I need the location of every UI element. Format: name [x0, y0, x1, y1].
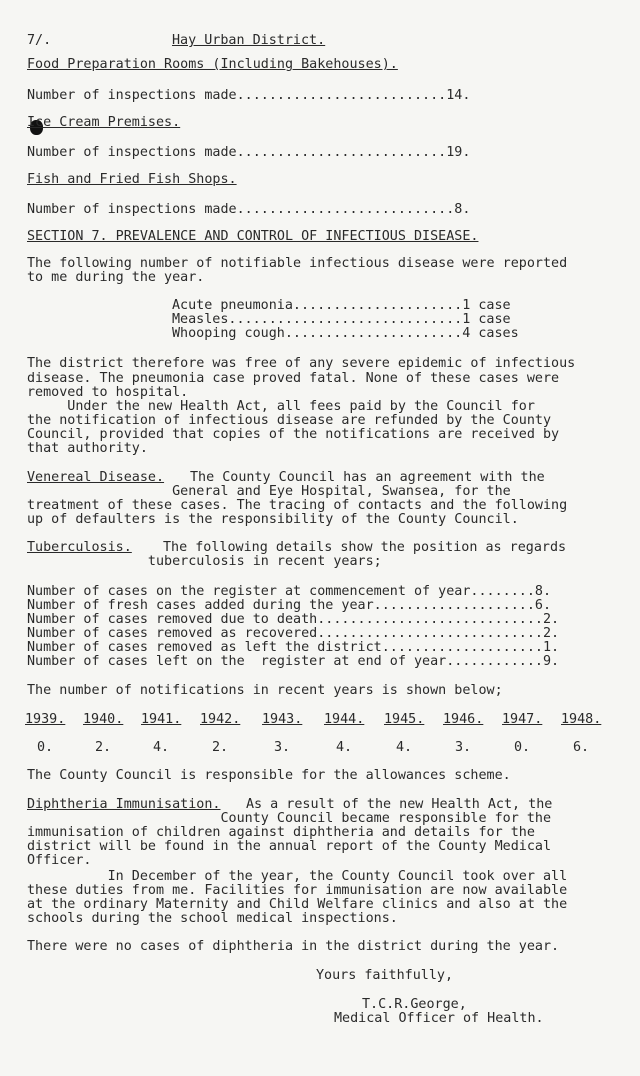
venereal-line: General and Eye Hospital, Swansea, for the: [27, 484, 511, 499]
para1-line: disease. The pneumonia case proved fatal. None of these cases were: [27, 371, 560, 386]
year-count: 4.: [335, 740, 353, 755]
year-count: 4.: [395, 740, 413, 755]
allowance-line: The County Council is responsible for the allowances scheme.: [27, 768, 511, 783]
case-row: Acute pneumonia.....................1 case: [172, 298, 511, 313]
year-count: 2.: [94, 740, 112, 755]
case-row: Whooping cough......................4 cases: [172, 326, 519, 341]
year-header: 1941.: [141, 712, 182, 727]
para2-line: Under the new Health Act, all fees paid by the Council for: [27, 399, 535, 414]
year-header: 1942.: [200, 712, 241, 727]
signatory-name: T.C.R.George,: [362, 997, 467, 1012]
para2-line: Council, provided that copies of the notifications are received by: [27, 427, 560, 442]
year-header: 1940.: [83, 712, 124, 727]
venereal-line: up of defaulters is the responsibility of the County Council.: [27, 512, 519, 527]
year-count: 2.: [211, 740, 229, 755]
notifications-intro: The number of notifications in recent years is shown below;: [27, 683, 503, 698]
year-count: 3.: [273, 740, 291, 755]
tb-intro: The following details show the position as regards: [163, 540, 567, 555]
section7-intro-1: The following number of notifiable infectious disease were reported: [27, 256, 568, 271]
fish-inspections: Number of inspections made...........................8.: [27, 202, 471, 217]
para1-line: The district therefore was free of any severe epidemic of infectious: [27, 356, 576, 371]
year-count: 3.: [454, 740, 472, 755]
page-number: 7/.: [27, 33, 52, 48]
tb-row: Number of cases removed as recovered............................2.: [27, 626, 560, 641]
diphtheria-line: immunisation of children against diphtheria and details for the: [27, 825, 535, 840]
year-count: 6.: [572, 740, 590, 755]
ice-cream-inspections: Number of inspections made..........................19.: [27, 145, 471, 160]
fish-heading: Fish and Fried Fish Shops.: [27, 172, 237, 187]
diphtheria-line: Officer.: [27, 853, 92, 868]
tb-row: Number of fresh cases added during the year....................6.: [27, 598, 552, 613]
para2-line: the notification of infectious disease are refunded by the County: [27, 413, 552, 428]
district-title: Hay Urban District.: [172, 33, 326, 48]
tb-row: Number of cases removed due to death............................2.: [27, 612, 560, 627]
para2-line: that authority.: [27, 441, 148, 456]
year-header: 1947.: [502, 712, 543, 727]
diphtheria-line: County Council became responsible for the: [27, 811, 552, 826]
diphtheria-heading: Diphtheria Immunisation.: [27, 797, 221, 812]
tb-row: Number of cases on the register at commencement of year........8.: [27, 584, 552, 599]
diphtheria-line: at the ordinary Maternity and Child Welfare clinics and also at the: [27, 897, 568, 912]
year-header: 1948.: [561, 712, 602, 727]
tb-heading: Tuberculosis.: [27, 540, 132, 555]
tb-row: Number of cases removed as left the district....................1.: [27, 640, 560, 655]
diphtheria-line: district will be found in the annual report of the County Medical: [27, 839, 552, 854]
para1-line: removed to hospital.: [27, 385, 189, 400]
closing: Yours faithfully,: [316, 968, 454, 983]
year-header: 1939.: [25, 712, 66, 727]
food-inspections: Number of inspections made..........................14.: [27, 88, 471, 103]
signatory-title: Medical Officer of Health.: [334, 1011, 544, 1026]
year-count: 4.: [152, 740, 170, 755]
section7-heading: SECTION 7. PREVALENCE AND CONTROL OF INFECTIOUS DISEASE.: [27, 229, 479, 244]
diphtheria-line: schools during the school medical inspections.: [27, 911, 398, 926]
year-header: 1945.: [384, 712, 425, 727]
venereal-line: treatment of these cases. The tracing of contacts and the following: [27, 498, 568, 513]
year-count: 0.: [513, 740, 531, 755]
tb-row: Number of cases left on the register at end of year............9.: [27, 654, 560, 669]
no-cases-line: There were no cases of diphtheria in the district during the year.: [27, 939, 560, 954]
venereal-line: The County Council has an agreement with the: [190, 470, 545, 485]
tb-intro: tuberculosis in recent years;: [27, 554, 382, 569]
case-row: Measles.............................1 case: [172, 312, 511, 327]
venereal-heading: Venereal Disease.: [27, 470, 165, 485]
diphtheria-line: these duties from me. Facilities for immunisation are now available: [27, 883, 568, 898]
food-heading: Food Preparation Rooms (Including Bakehouses).: [27, 57, 398, 72]
year-header: 1946.: [443, 712, 484, 727]
diphtheria-line: As a result of the new Health Act, the: [246, 797, 553, 812]
diphtheria-line: In December of the year, the County Council took over all: [27, 869, 568, 884]
year-count: 0.: [36, 740, 54, 755]
year-header: 1944.: [324, 712, 365, 727]
year-header: 1943.: [262, 712, 303, 727]
section7-intro-2: to me during the year.: [27, 270, 205, 285]
ice-cream-heading: Ice Cream Premises.: [27, 115, 181, 130]
